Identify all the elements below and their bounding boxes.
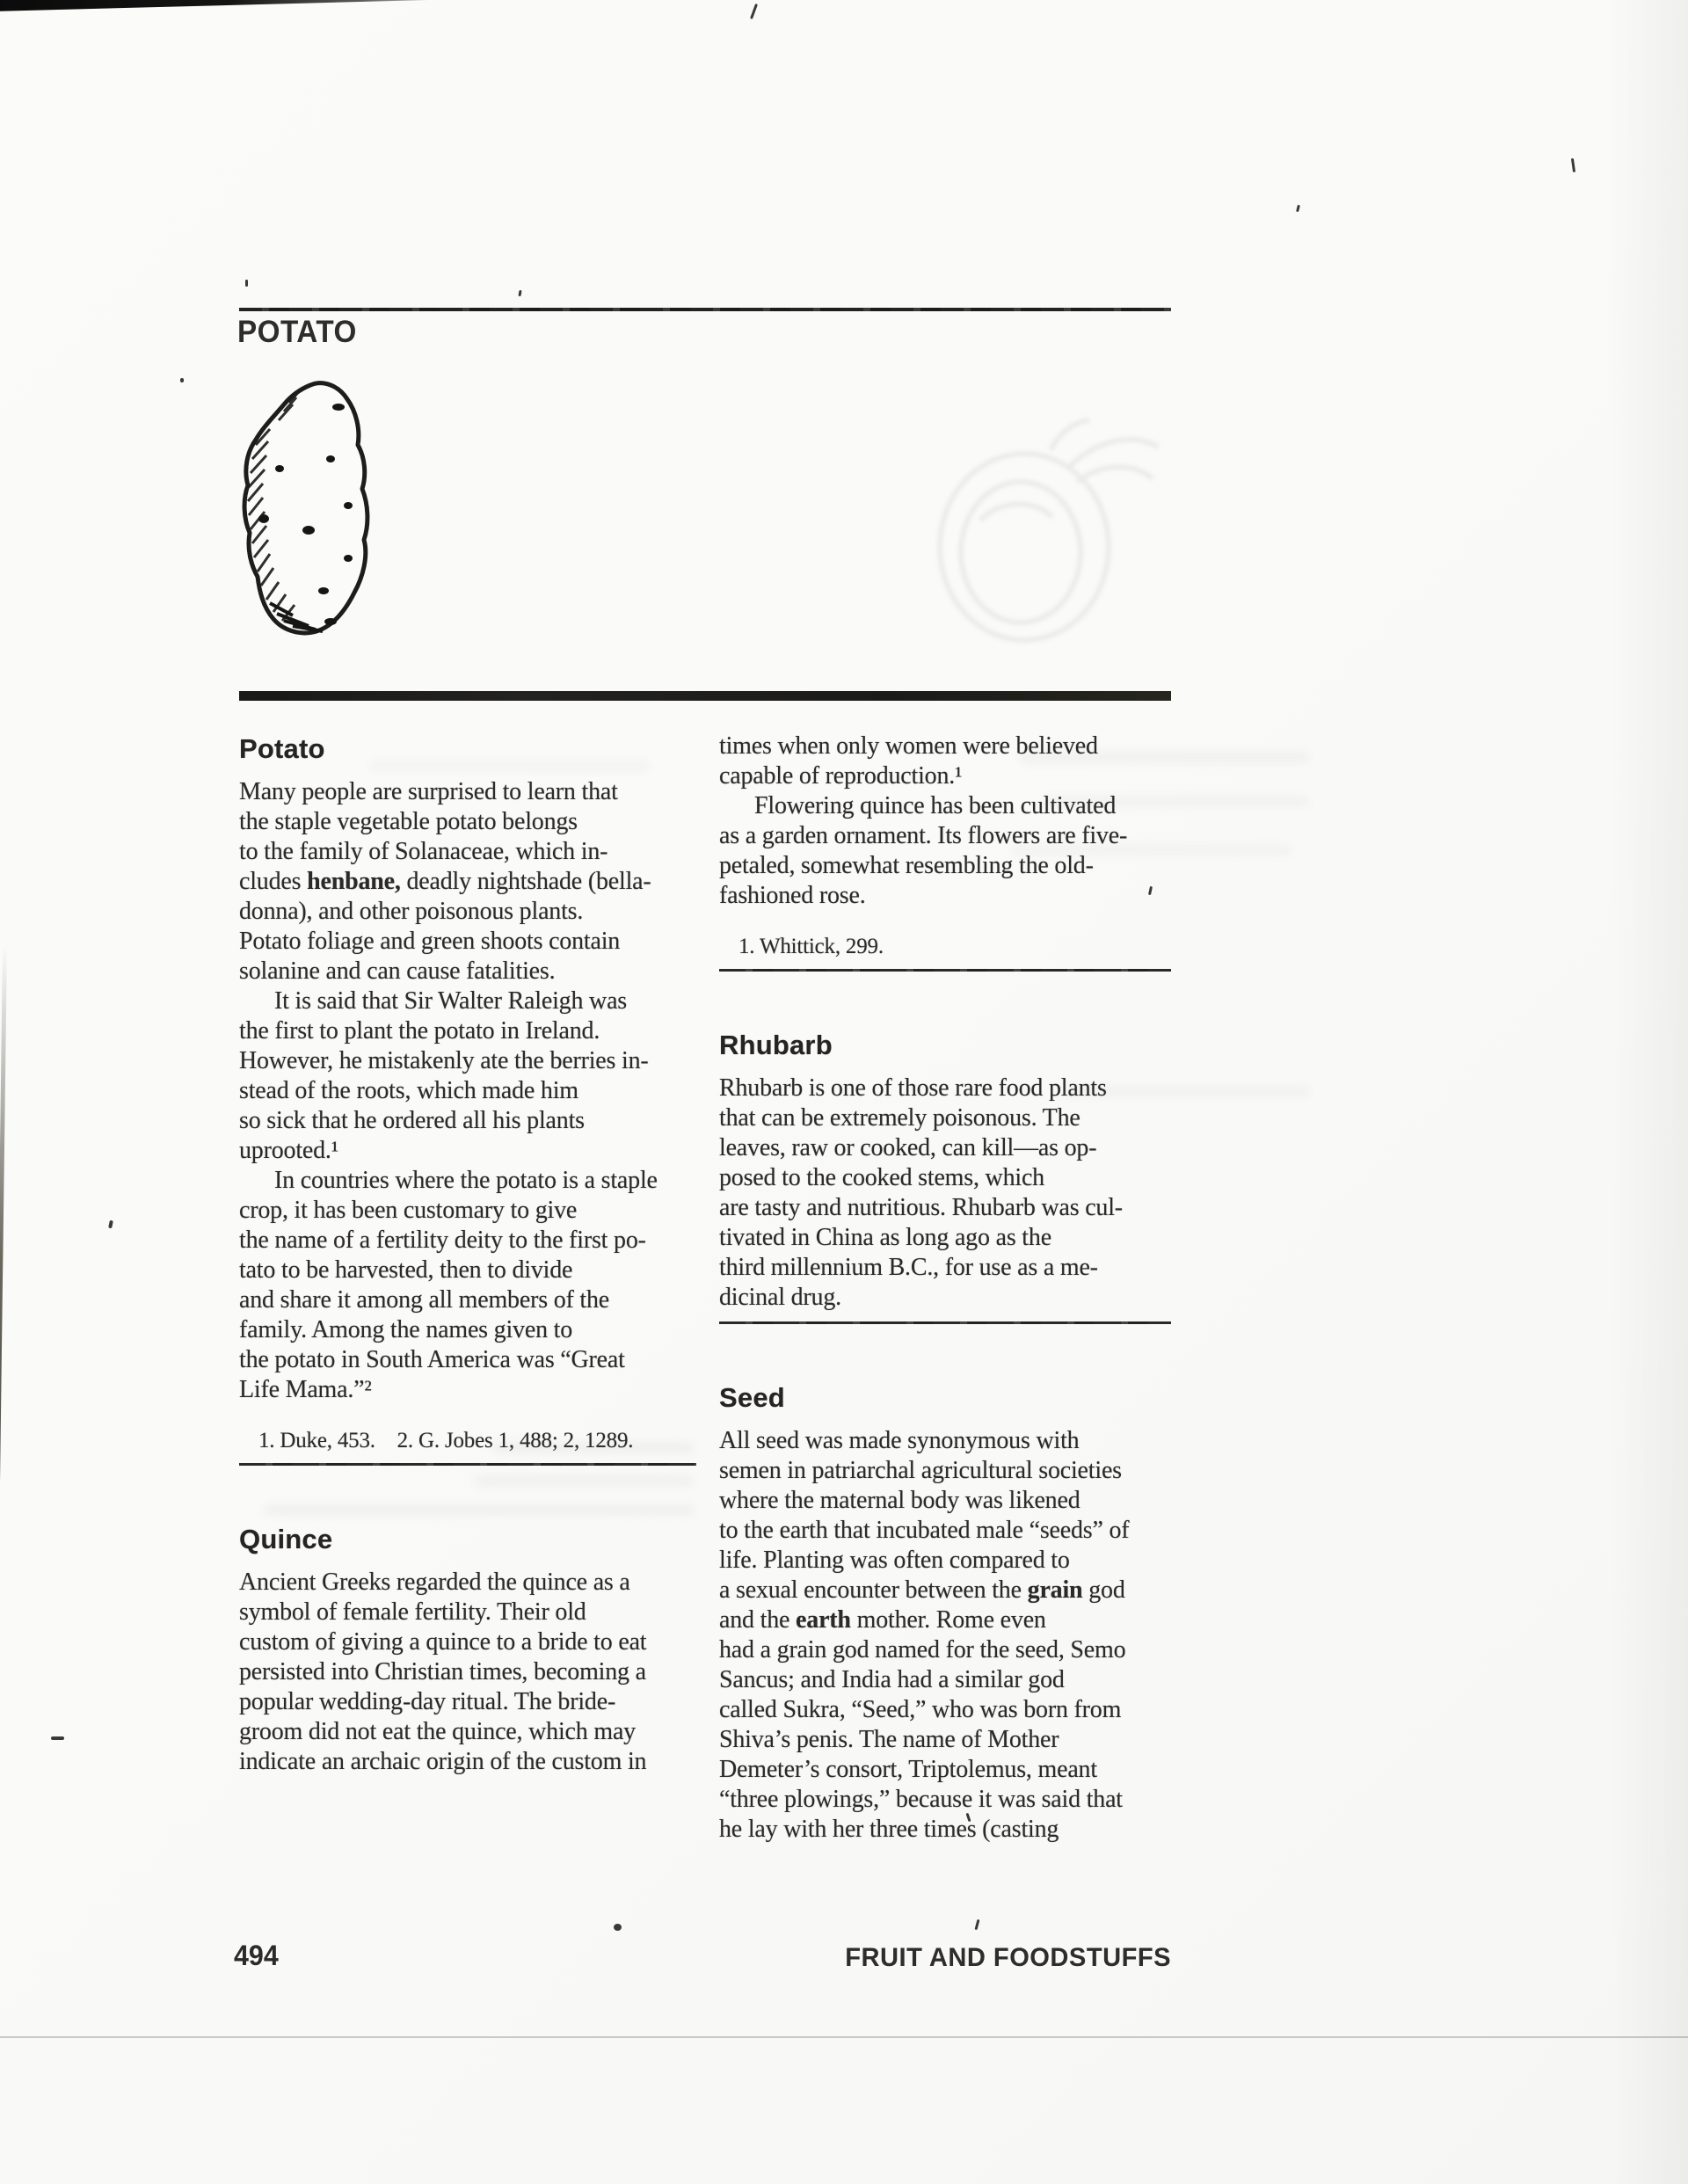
scan-artifact-right-shading xyxy=(1609,0,1688,2184)
scan-artifact-left-edge-line xyxy=(0,945,7,2184)
text-line: leaves, raw or cooked, can kill—as op- xyxy=(719,1134,1097,1161)
text-line: are tasty and nutritious. Rhubarb was cul- xyxy=(719,1194,1123,1221)
text-line: indicate an archaic origin of the custom in xyxy=(239,1748,647,1775)
left-column xyxy=(239,732,696,1845)
text-line: had a grain god named for the seed, Semo xyxy=(719,1636,1126,1663)
text-line: Rhubarb is one of those rare food plants xyxy=(719,1074,1107,1102)
header-rule xyxy=(239,308,1171,311)
text-line: semen in patriarchal agricultural societies xyxy=(719,1457,1122,1484)
text-line: 1. Duke, 453. 2. G. Jobes 1, 488; 2, 1289. xyxy=(258,1429,634,1452)
footer-section-title: FRUIT AND FOODSTUFFS xyxy=(845,1943,1171,1972)
text-line: posed to the cooked stems, which xyxy=(719,1164,1044,1191)
text-line: Shiva’s penis. The name of Mother xyxy=(719,1726,1059,1753)
paragraph xyxy=(239,986,696,1166)
text-line: uprooted.¹ xyxy=(239,1137,338,1164)
text-line: cludes henbane, deadly nightshade (bella- xyxy=(239,868,651,895)
text-line: Life Mama.”² xyxy=(239,1376,372,1403)
ghost-showthrough-illustration xyxy=(901,397,1191,661)
text-line: to the earth that incubated male “seeds” of xyxy=(719,1517,1130,1544)
text-line: and the earth mother. Rome even xyxy=(719,1606,1046,1634)
scan-speck xyxy=(51,1736,64,1740)
entry-separator-rule xyxy=(719,1321,1171,1324)
paragraph xyxy=(239,1568,696,1777)
text-line: groom did not eat the quince, which may xyxy=(239,1718,636,1745)
text-line: third millennium B.C., for use as a me- xyxy=(719,1254,1098,1281)
scan-speck xyxy=(750,4,758,19)
text-line: 1. Whittick, 299. xyxy=(738,935,884,958)
text-line: the potato in South America was “Great xyxy=(239,1346,625,1373)
text-line: he lay with her three times (casting xyxy=(719,1816,1059,1843)
entry-separator-rule xyxy=(719,969,1171,972)
page-number: 494 xyxy=(234,1940,279,1971)
scan-speck xyxy=(180,378,184,382)
text-line: solanine and can cause fatalities. xyxy=(239,957,556,985)
text-line: crop, it has been customary to give xyxy=(239,1197,578,1224)
text-line: It is said that Sir Walter Raleigh was xyxy=(274,987,627,1015)
text-line: called Sukra, “Seed,” who was born from xyxy=(719,1696,1122,1723)
scan-speck xyxy=(1296,205,1300,212)
scan-artifact-faint-horizontal-line xyxy=(0,2036,1688,2038)
text-line: persisted into Christian times, becoming a xyxy=(239,1658,646,1685)
footnote xyxy=(239,1428,696,1454)
paragraph xyxy=(719,791,1171,911)
scan-speck xyxy=(1571,158,1575,172)
running-head: POTATO xyxy=(237,315,357,349)
entry-separator-rule xyxy=(239,1463,696,1466)
text-line: fashioned rose. xyxy=(719,882,866,909)
entry-heading-seed: Seed xyxy=(719,1382,785,1413)
text-line: petaled, somewhat resembling the old- xyxy=(719,852,1094,879)
text-line: the first to plant the potato in Ireland. xyxy=(239,1017,600,1045)
footnote xyxy=(719,934,1171,960)
text-line: a sexual encounter between the grain god xyxy=(719,1576,1125,1604)
paragraph xyxy=(719,1426,1171,1845)
section-divider-rule xyxy=(239,691,1171,701)
text-line: symbol of female fertility. Their old xyxy=(239,1598,586,1626)
text-line: Demeter’s consort, Triptolemus, meant xyxy=(719,1756,1097,1783)
paragraph xyxy=(239,1166,696,1405)
text-line: Flowering quince has been cultivated xyxy=(754,792,1117,819)
text-line: times when only women were believed xyxy=(719,732,1098,760)
scan-speck xyxy=(108,1220,113,1229)
text-line: All seed was made synonymous with xyxy=(719,1427,1080,1454)
paragraph xyxy=(239,777,696,986)
scan-artifact-top-left-bar xyxy=(0,0,519,11)
text-line: donna), and other poisonous plants. xyxy=(239,898,584,925)
scan-speck xyxy=(974,1919,979,1930)
paragraph xyxy=(719,1074,1171,1313)
paragraph xyxy=(719,732,1171,791)
text-line: tivated in China as long ago as the xyxy=(719,1224,1051,1251)
text-line: Ancient Greeks regarded the quince as a xyxy=(239,1569,630,1596)
text-line: family. Among the names given to xyxy=(239,1316,573,1343)
text-line: to the family of Solanaceae, which in- xyxy=(239,838,608,865)
text-line: the staple vegetable potato belongs xyxy=(239,808,578,835)
text-line: where the maternal body was likened xyxy=(719,1487,1080,1514)
text-line: custom of giving a quince to a bride to eat xyxy=(239,1628,647,1656)
text-line: life. Planting was often compared to xyxy=(719,1547,1070,1574)
text-line: the name of a fertility deity to the first po- xyxy=(239,1227,646,1254)
entry-heading-quince: Quince xyxy=(239,1524,333,1554)
bold-cross-reference: earth xyxy=(796,1606,851,1634)
bold-cross-reference: grain xyxy=(1027,1576,1083,1604)
text-line: Many people are surprised to learn that xyxy=(239,778,618,805)
text-line: that can be extremely poisonous. The xyxy=(719,1104,1080,1132)
text-line: Potato foliage and green shoots contain xyxy=(239,928,621,955)
entry-heading-potato: Potato xyxy=(239,733,325,764)
text-line: capable of reproduction.¹ xyxy=(719,762,963,790)
potato-illustration xyxy=(231,376,388,640)
text-line: so sick that he ordered all his plants xyxy=(239,1107,585,1134)
right-column xyxy=(719,732,1171,1845)
text-line: tato to be harvested, then to divide xyxy=(239,1256,573,1284)
scan-speck xyxy=(614,1924,622,1931)
scan-speck xyxy=(518,290,521,296)
text-line: dicinal drug. xyxy=(719,1284,841,1311)
text-line: and share it among all members of the xyxy=(239,1286,610,1314)
text-line: stead of the roots, which made him xyxy=(239,1077,578,1104)
bold-cross-reference: henbane, xyxy=(307,868,401,895)
text-line: However, he mistakenly ate the berries in- xyxy=(239,1047,649,1074)
text-columns xyxy=(239,732,1171,1845)
entry-heading-rhubarb: Rhubarb xyxy=(719,1030,833,1060)
text-line: “three plowings,” because it was said that xyxy=(719,1786,1123,1813)
text-line: as a garden ornament. Its flowers are five- xyxy=(719,822,1128,849)
text-line: In countries where the potato is a staple xyxy=(274,1167,658,1194)
scan-speck xyxy=(245,280,248,287)
text-line: Sancus; and India had a similar god xyxy=(719,1666,1065,1693)
text-line: popular wedding-day ritual. The bride- xyxy=(239,1688,616,1715)
